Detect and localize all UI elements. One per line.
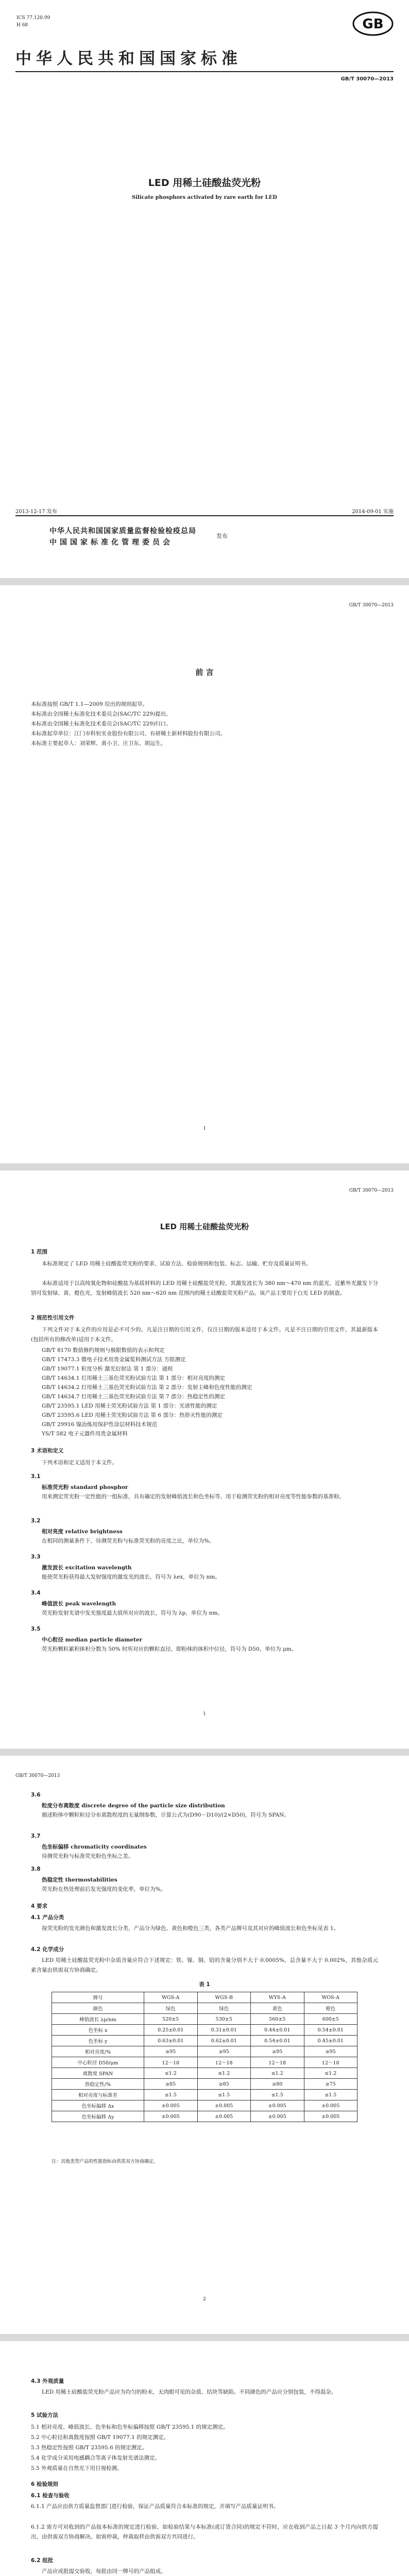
table-row [52, 2057, 357, 2068]
term-3-6-def: 描述粉体中颗粒粒径分布离散程度的无量纲参数，计算公式为(D90－D10)/(2×D50)，符号为 SPAN。 [42, 1812, 289, 1818]
section-5-item: 5.1 相对亮度、峰值波长、色坐标和色坐标偏移按照 GB/T 23595.1 的规定测定。 [31, 2424, 229, 2430]
table-cell: ≤1.2 [144, 2068, 198, 2079]
table-cell: 峰值波长 λp/nm [52, 2014, 144, 2025]
table-header-cell: WOS-A [304, 1992, 357, 2003]
section-5-item: 5.4 化学成分采用电感耦合等离子体发射光谱法测定。 [31, 2455, 161, 2461]
table-cell: 热稳定性/% [52, 2079, 144, 2090]
foreword-p1: 本标准按照 GB/T 1.1—2009 给出的规则起草。 [31, 701, 148, 707]
table-row [52, 2036, 357, 2046]
table-cell: 橙色 [304, 2003, 357, 2014]
running-head: GB/T 30070—2013 [15, 1773, 60, 1778]
term-3-5-name: 中心粒径 median particle diameter [42, 1637, 143, 1643]
doc-title-cn: LED 用稀土硅酸盐荧光粉 [148, 177, 261, 189]
section-6-1-title: 6.1 检查与验收 [31, 2493, 70, 2499]
section-4-title: 4 要求 [31, 1903, 47, 1909]
term-3-4-name: 峰值波长 peak wavelength [42, 1601, 116, 1607]
section-2-title: 2 规范性引用文件 [31, 1315, 75, 1321]
term-3-1-def: 用来测定荧光粉一定性能的一组标准，具有确定的发射峰值波长和色坐标等，用于检测荧光粉的相对亮度等性能参数的基准粉。 [42, 1494, 345, 1500]
section-6-1-1: 6.1.1 产品应由供方质量监督部门进行检验，保证产品质量符合本标准的规定，并填写产品质量证明书。 [31, 2503, 279, 2510]
table-cell: ±0.005 [197, 2100, 251, 2111]
term-3-5-number: 3.5 [31, 1626, 41, 1632]
table-cell: ≥95 [251, 2046, 304, 2057]
table-row [52, 2025, 357, 2036]
ref-item: GB/T 14634.7 灯用稀土三基色荧光粉试验方法 第 7 部分：热稳定性的测定 [42, 1394, 225, 1400]
doc-title-en: Silicate phosphors activated by rare earth for LED [132, 195, 277, 200]
running-head: GB/T 30070—2013 [349, 603, 394, 608]
ref-item: GB/T 14634.2 灯用稀土三基色荧光粉试验方法 第 2 部分：发射主峰和色度性能的测定 [42, 1384, 252, 1391]
table-cell: ≤1.5 [251, 2090, 304, 2100]
table-cell: ≤1.2 [197, 2068, 251, 2079]
table-cell: 色坐标偏移 Δx [52, 2100, 144, 2111]
term-3-2-number: 3.2 [31, 1518, 41, 1524]
foreword-p3: 本标准由全国稀土标准化技术委员会(SAC/TC 229)归口。 [31, 721, 172, 727]
section-1-p1: 本标准规定了 LED 用稀土硅酸盐荧光粉的要求、试验方法、检验规则和包装、标志、运输、贮存及质量证明书。 [42, 1261, 312, 1267]
table-cell: 12～18 [304, 2057, 357, 2068]
gb-logo [352, 11, 394, 36]
term-3-6-number: 3.6 [31, 1792, 41, 1798]
section-5-item: 5.5 外观质量在自然光下用目视检测。 [31, 2465, 123, 2471]
table-cell: ≥95 [197, 2046, 251, 2057]
table-header-row [52, 1992, 357, 2003]
table-1-note: 注：其他类型产品的性能指标由供需双方协商确定。 [52, 2159, 159, 2164]
table-cell: 色坐标 x [52, 2025, 144, 2036]
table-1 [52, 1992, 357, 2122]
section-1-p2: 本标准适用于以高纯氧化物和硅酸盐为基质材料的 LED 用稀土硅酸盐荧光粉，其激发波长为 380 nm～470 nm 的蓝光、近紫外光激发下分别可发射绿、黄、橙色光，发射峰值波长 520 nm～620 nm 范围内的稀土硅酸盐荧光粉产品。该产品主要用于白光 LED 的制造。 [31, 1280, 378, 1296]
ref-item: GB/T 14634.1 灯用稀土三基色荧光粉试验方法 第 1 部分：相对亮度的测定 [42, 1375, 225, 1381]
table-cell: ±0.005 [251, 2100, 304, 2111]
section-3-title: 3 术语和定义 [31, 1448, 64, 1454]
table-row [52, 2046, 357, 2057]
section-6-title: 6 检验规则 [31, 2481, 58, 2487]
body-title: LED 用稀土硅酸盐荧光粉 [160, 1222, 249, 1231]
cover-page [0, 0, 409, 578]
table-header-cell: WYS-A [251, 1992, 304, 2003]
table-cell: ≤1.5 [197, 2090, 251, 2100]
term-3-4-number: 3.4 [31, 1590, 41, 1596]
table-cell: ≥85 [197, 2079, 251, 2090]
page-number: 2 [203, 2297, 206, 2302]
table-cell: 0.25±0.01 [144, 2025, 198, 2036]
table-cell: 560±5 [251, 2014, 304, 2025]
table-cell: 0.45±0.01 [304, 2036, 357, 2046]
table-cell: ≥95 [144, 2046, 198, 2057]
table-cell: 相对亮度/% [52, 2046, 144, 2057]
table-cell: 12～18 [144, 2057, 198, 2068]
ics-code: ICS 77.120.99 [16, 15, 50, 21]
section-5-title: 5 试验方法 [31, 2412, 58, 2418]
term-3-8-def: 荧光粉在热处理前后发光强度的变化率，单位为%。 [42, 1886, 166, 1892]
page-gap [0, 1749, 409, 1756]
page-gap [0, 1163, 409, 1171]
table-cell: 绿色 [144, 2003, 198, 2014]
section-2-p1: 下列文件对于本文件的应用是必不可少的。凡是注日期的引用文件，仅注日期的版本适用于本文件。凡是不注日期的引用文件，其最新版本(包括所有的修改单)适用于本文件。 [31, 1327, 378, 1343]
table-cell: 0.31±0.01 [197, 2025, 251, 2036]
term-3-3-number: 3.3 [31, 1554, 41, 1560]
section-4-1-title: 4.1 产品分类 [31, 1914, 64, 1921]
foreword-p4: 本标准起草单位：江门市科恒实业股份有限公司、有研稀土新材料股份有限公司。 [31, 731, 226, 737]
ccs-code: H 68 [16, 23, 28, 28]
table-cell: 12～18 [251, 2057, 304, 2068]
table-cell: ±0.005 [251, 2111, 304, 2122]
standard-title: 中华人民共和国国家标准 [15, 49, 242, 68]
page-gap [0, 578, 409, 585]
ref-item: GB/T 17473.3 微电子技术用贵金属浆料测试方法 方阻测定 [42, 1357, 186, 1363]
body-page-3 [0, 2341, 409, 2576]
table-cell: ≥95 [304, 2046, 357, 2057]
section-3-p1: 下列术语和定义适用于本文件。 [42, 1460, 117, 1466]
term-3-1-number: 3.1 [31, 1473, 41, 1480]
table-cell: ≤1.2 [251, 2068, 304, 2079]
term-3-7-name: 色坐标偏移 chromaticity coordinates [42, 1844, 147, 1850]
table-cell: 相对亮度与标准差 [52, 2090, 144, 2100]
table-cell: ≤1.5 [304, 2090, 357, 2100]
section-1-title: 1 范围 [31, 1249, 47, 1255]
section-6-1-2: 6.1.2 需方可对收到的产品按本标准的规定进行检验，如检验结果与本标准(或订货合同)的规定不符时，应在收到产品之日起 3 个月内向供方提出，由供需双方协商解决。如需仲裁，仲裁取样由供需双方共同进行。 [31, 2524, 378, 2540]
table-cell: ≥80 [251, 2079, 304, 2090]
ref-item: GB/T 8170 数值修约规则与极限数值的表示和判定 [42, 1347, 165, 1353]
issuer-line2: 中国国家标准化管理委员会 [49, 538, 173, 547]
section-4-3-p: LED 用稀土硅酸盐荧光粉产品应为均匀的粉末，无肉眼可见的杂质、结块等缺陷。不同颜色的产品应分别包装，不得混杂。 [42, 2389, 337, 2395]
table-cell: ±0.005 [144, 2100, 198, 2111]
page-number: 1 [203, 1711, 206, 1717]
term-3-2-def: 在相同的测量条件下，待测荧光粉与标准荧光粉的亮度之比，单位为%。 [42, 1538, 215, 1544]
impl-date: 2014-09-01 实施 [352, 509, 394, 515]
table-cell: 0.54±0.01 [304, 2025, 357, 2036]
section-4-1-p: 按荧光粉的发光颜色和激发波长分类，产品分为绿色、黄色和橙色三类，各类产品牌号及其对应的峰值波长和色坐标见表 1。 [42, 1925, 339, 1931]
term-3-8-number: 3.8 [31, 1866, 41, 1872]
ref-item: GB/T 23595.6 LED 用稀土荧光粉试验方法 第 6 部分：热猝灭性能的测定 [42, 1412, 223, 1418]
ref-item: GB/T 23595.1 LED 用稀土荧光粉试验方法 第 1 部分：光谱性能的测定 [42, 1403, 217, 1409]
table-row [52, 2003, 357, 2014]
table-row [52, 2111, 357, 2122]
issuer-suffix: 发布 [216, 533, 228, 539]
term-3-1-name: 标准荧光粉 standard phosphor [42, 1484, 128, 1490]
table-row [52, 2079, 357, 2090]
table-cell: 12～18 [197, 2057, 251, 2068]
foreword-p2: 本标准由全国稀土标准化技术委员会(SAC/TC 229)提出。 [31, 711, 172, 717]
cover-rule-bottom [15, 515, 394, 516]
table-row [52, 2090, 357, 2100]
table-cell: 0.62±0.01 [197, 2036, 251, 2046]
gb-logo-text: GB [362, 16, 384, 32]
table-1-caption: 表 1 [199, 1981, 210, 1988]
page-number: I [203, 1126, 206, 1131]
foreword-page [0, 585, 409, 1163]
table-cell: 中心粒径 D50/μm [52, 2057, 144, 2068]
table-cell: ±0.005 [304, 2100, 357, 2111]
running-head: GB/T 30070—2013 [349, 1188, 394, 1193]
foreword-title: 前 言 [195, 668, 214, 677]
std-number: GB/T 30070—2013 [340, 76, 394, 82]
table-cell: 色坐标偏移 Δy [52, 2111, 144, 2122]
table-row [52, 2068, 357, 2079]
section-4-2-p: LED 用稀土硅酸盐荧光粉中杂质含量应符合下述规定：铁、镍、铜、铅的含量分别不大于 0.0005%，总含量不大于 0.002%，其他杂质元素含量由供需双方协商确定。 [31, 1957, 378, 1973]
section-6-2-title: 6.2 组批 [31, 2557, 54, 2564]
table-cell: 绿色 [197, 2003, 251, 2014]
issue-date: 2013-12-17 发布 [15, 509, 57, 515]
table-cell: ≥75 [304, 2079, 357, 2090]
term-3-7-def: 待测荧光粉与标准荧光粉色坐标之差。 [42, 1853, 134, 1859]
term-3-4-def: 荧光粉发射光谱中发光强度最大值所对应的波长，符号为 λp，单位为 nm。 [42, 1610, 223, 1616]
section-4-2-title: 4.2 化学成分 [31, 1946, 64, 1953]
body-page-1 [0, 1171, 409, 1749]
table-cell: 0.44±0.01 [251, 2025, 304, 2036]
section-5-item: 5.2 中心粒径和离散度按照 GB/T 19077.1 的规定测定。 [31, 2434, 169, 2441]
term-3-5-def: 荧光粉颗粒累积体积分数为 50% 时所对应的颗粒直径，即粉体的体积中位径，符号为 D50，单位为 μm。 [42, 1646, 297, 1652]
table-cell: ≤1.2 [304, 2068, 357, 2079]
section-5-item: 5.3 热稳定性按照 GB/T 23595.6 的规定测定。 [31, 2445, 148, 2451]
ref-item: GB/T 19077.1 粒度分析 激光衍射法 第 1 部分：通则 [42, 1366, 173, 1372]
page-gap [0, 2334, 409, 2341]
table-cell: ±0.005 [304, 2111, 357, 2122]
term-3-3-name: 激发波长 excitation wavelength [42, 1565, 132, 1571]
table-row [52, 2014, 357, 2025]
table-cell: 0.54±0.01 [251, 2036, 304, 2046]
table-cell: ±0.005 [144, 2111, 198, 2122]
table-header-cell: WGS-B [197, 1992, 251, 2003]
table-cell: 520±5 [144, 2014, 198, 2025]
table-cell: 黄色 [251, 2003, 304, 2014]
section-6-2-p: 产品应成批提交验收，每批由同一牌号的产品组成。 [42, 2568, 166, 2574]
table-cell: ≥85 [144, 2079, 198, 2090]
term-3-7-number: 3.7 [31, 1833, 41, 1839]
term-3-8-name: 热稳定性 thermostabilities [42, 1877, 117, 1883]
issuer-line1: 中华人民共和国国家质量监督检验检疫总局 [49, 527, 196, 535]
table-cell: 色坐标 y [52, 2036, 144, 2046]
cover-rule-top [15, 71, 394, 72]
table-cell: ±0.005 [197, 2111, 251, 2122]
table-cell: 颜色 [52, 2003, 144, 2014]
foreword-p5: 本标准主要起草人：刘荣辉、黄小卫、庄卫东、胡运生。 [31, 740, 166, 747]
table-cell: 600±5 [304, 2014, 357, 2025]
term-3-6-name: 粒度分布离散度 discrete degree of the particle size distribution [42, 1803, 225, 1809]
ref-item: YS/T 582 电子元器件用贵金属材料 [42, 1431, 128, 1437]
body-page-2 [0, 1756, 409, 2334]
table-cell: 530±5 [197, 2014, 251, 2025]
ref-item: GB/T 29916 镍冶炼用保护性涂层材料技术规范 [42, 1421, 158, 1428]
section-4-3-title: 4.3 外观质量 [31, 2378, 64, 2384]
term-3-2-name: 相对亮度 relative brightness [42, 1529, 123, 1535]
table-header-cell: 牌号 [52, 1992, 144, 2003]
table-row [52, 2100, 357, 2111]
table-header-cell: WGS-A [144, 1992, 198, 2003]
table-cell: 离散度 SPAN [52, 2068, 144, 2079]
table-cell: 0.63±0.01 [144, 2036, 198, 2046]
term-3-3-def: 能使荧光粉获得最大发射强度的激发光的波长，符号为 λex，单位为 nm。 [42, 1574, 220, 1580]
table-cell: ≤1.5 [144, 2090, 198, 2100]
